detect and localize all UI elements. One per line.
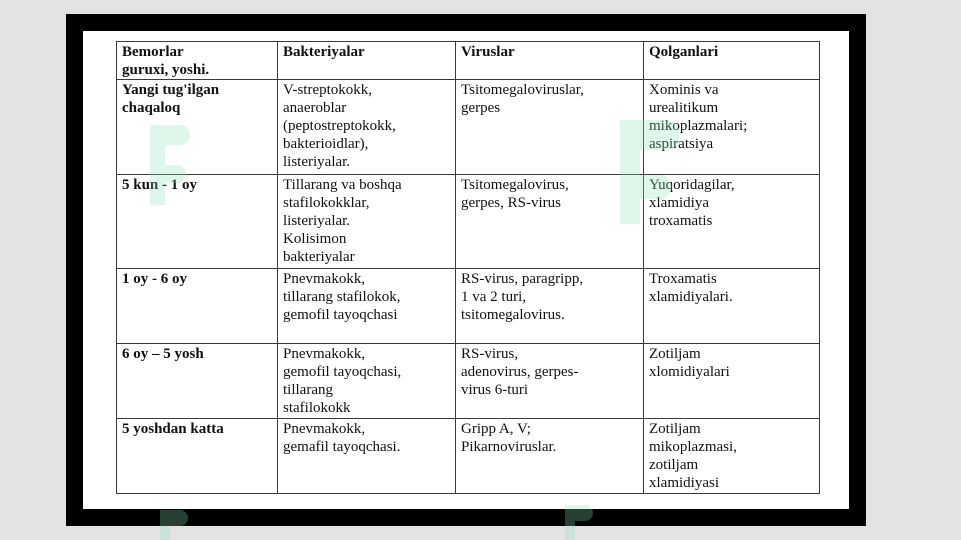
cell-viruses: RS-virus, adenovirus, gerpes- virus 6-turi — [456, 344, 644, 419]
cell-others: Zotiljam mikoplazmasi, zotiljam xlamidiyasi — [644, 419, 820, 494]
table-row — [117, 344, 820, 419]
cell-bacteria: Pnevmakokk, gemofil tayoqchasi, tillarang stafilokokk — [278, 344, 456, 419]
cell-patient-group: Yangi tug'ilgan chaqaloq — [117, 80, 278, 175]
cell-viruses: Tsitomegalovirus, gerpes, RS-virus — [456, 175, 644, 269]
table-row — [117, 80, 820, 175]
document-sheet — [83, 31, 849, 509]
cell-others: Xominis va urealitikum mikoplazmalari; aspiratsiya — [644, 80, 820, 175]
cell-viruses: Gripp A, V; Pikarnoviruslar. — [456, 419, 644, 494]
cell-others: Troxamatis xlamidiyalari. — [644, 269, 820, 344]
header-viruses: Viruslar — [456, 42, 644, 80]
cell-others: Yuqoridagilar, xlamidiya troxamatis — [644, 175, 820, 269]
cell-bacteria: V-streptokokk, anaeroblar (peptostreptokokk, bakterioidlar), listeriyalar. — [278, 80, 456, 175]
header-others: Qolganlari — [644, 42, 820, 80]
cell-patient-group: 5 yoshdan katta — [117, 419, 278, 494]
cell-patient-group: 6 oy – 5 yosh — [117, 344, 278, 419]
cell-bacteria: Tillarang va boshqa stafilokokklar, listeriyalar. Kolisimon bakteriyalar — [278, 175, 456, 269]
table-header-row — [117, 42, 820, 80]
image-frame — [66, 14, 866, 526]
header-patient-group: Bemorlar guruxi, yoshi. — [117, 42, 278, 80]
pathogen-table — [116, 41, 820, 494]
table-row — [117, 269, 820, 344]
cell-patient-group: 5 kun - 1 oy — [117, 175, 278, 269]
cell-viruses: Tsitomegaloviruslar, gerpes — [456, 80, 644, 175]
header-bacteria: Bakteriyalar — [278, 42, 456, 80]
table-row — [117, 175, 820, 269]
cell-others: Zotiljam xlomidiyalari — [644, 344, 820, 419]
cell-bacteria: Pnevmakokk, gemafil tayoqchasi. — [278, 419, 456, 494]
table-row — [117, 419, 820, 494]
cell-viruses: RS-virus, paragripp, 1 va 2 turi, tsitomegalovirus. — [456, 269, 644, 344]
cell-bacteria: Pnevmakokk, tillarang stafilokok, gemofil tayoqchasi — [278, 269, 456, 344]
cell-patient-group: 1 oy - 6 oy — [117, 269, 278, 344]
